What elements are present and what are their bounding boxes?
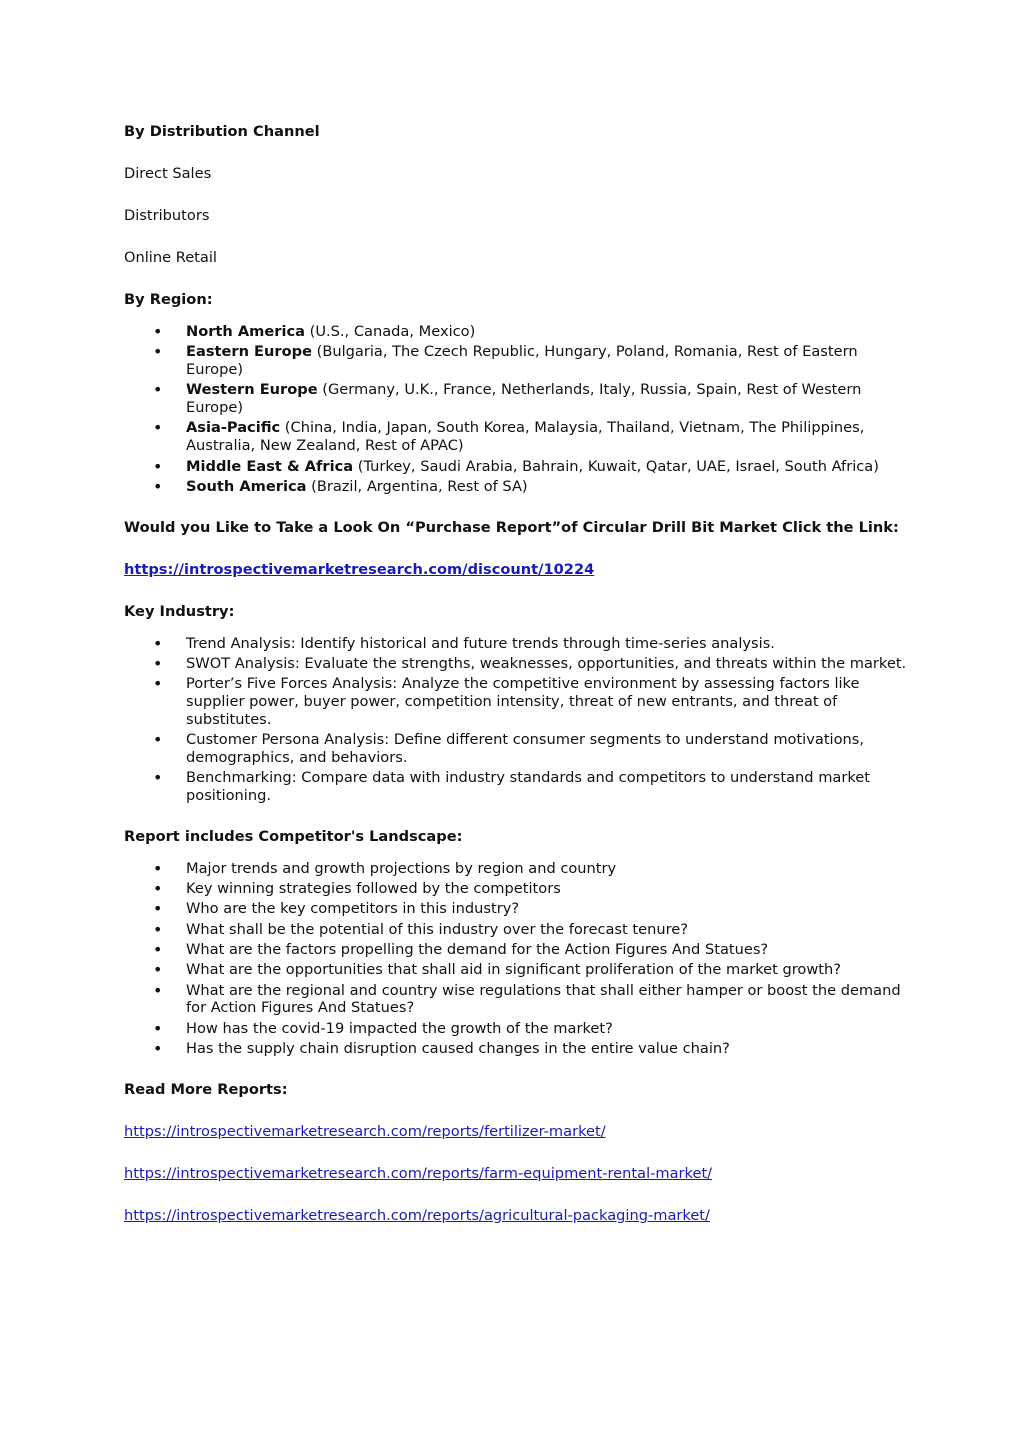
list-item-text: What shall be the potential of this industry over the forecast tenure? bbox=[186, 920, 688, 938]
list-item-text: Has the supply chain disruption caused changes in the entire value chain? bbox=[186, 1040, 730, 1058]
key-industry-heading: Key Industry: bbox=[124, 602, 235, 620]
list-item-text: Who are the key competitors in this industry? bbox=[186, 900, 520, 918]
list-item-text: What are the opportunities that shall aid in significant proliferation of the market growth? bbox=[186, 961, 842, 979]
list-item-text: Trend Analysis: Identify historical and future trends through time-series analysis. bbox=[186, 634, 775, 652]
list-item-text: Porter’s Five Forces Analysis: Analyze the competitive environment by assessing factors like supplier power, buyer power, competition intensity, threat of new entrants, and threat of substitutes. bbox=[186, 675, 860, 728]
purchase-prompt: Would you Like to Take a Look On “Purchase Report”of Circular Drill Bit Market Click the Link: bbox=[124, 518, 899, 536]
list-item bbox=[124, 323, 914, 341]
region-detail: (Germany, U.K., France, Netherlands, Italy, Russia, Spain, Rest of Western Europe) bbox=[186, 381, 862, 417]
list-item bbox=[124, 731, 914, 767]
bullet-icon: • bbox=[153, 940, 163, 960]
report-link-fertilizer[interactable]: https://introspectivemarketresearch.com/reports/fertilizer-market/ bbox=[124, 1122, 606, 1140]
list-item bbox=[124, 343, 914, 379]
list-item bbox=[124, 941, 914, 959]
region-name: South America bbox=[186, 477, 307, 495]
list-item bbox=[124, 860, 914, 878]
list-item bbox=[124, 655, 914, 673]
region-detail: (Bulgaria, The Czech Republic, Hungary, Poland, Romania, Rest of Eastern Europe) bbox=[186, 343, 858, 379]
region-list bbox=[124, 310, 914, 496]
bullet-icon: • bbox=[153, 633, 163, 653]
list-item bbox=[124, 961, 914, 979]
list-item bbox=[124, 982, 914, 1018]
key-industry-list bbox=[124, 622, 914, 805]
list-item bbox=[124, 880, 914, 898]
bullet-icon: • bbox=[153, 768, 163, 788]
list-item bbox=[124, 419, 914, 455]
bullet-icon: • bbox=[153, 899, 163, 919]
list-item bbox=[124, 921, 914, 939]
bullet-icon: • bbox=[153, 476, 163, 496]
bullet-icon: • bbox=[153, 674, 163, 694]
distribution-item: Distributors bbox=[124, 207, 210, 224]
document-page bbox=[124, 122, 914, 1248]
purchase-link-row bbox=[124, 560, 914, 580]
read-more-row bbox=[124, 1164, 914, 1184]
region-name: Middle East & Africa bbox=[186, 457, 354, 475]
list-item bbox=[124, 381, 914, 417]
distribution-heading: By Distribution Channel bbox=[124, 123, 320, 140]
list-item-text: Major trends and growth projections by region and country bbox=[186, 859, 617, 877]
distribution-item: Online Retail bbox=[124, 249, 217, 266]
list-item bbox=[124, 1040, 914, 1058]
bullet-icon: • bbox=[153, 1039, 163, 1059]
list-item bbox=[124, 900, 914, 918]
list-item-text: What are the regional and country wise regulations that shall either hamper or boost the demand for Action Figures And Statues? bbox=[186, 981, 901, 1017]
list-item-text: How has the covid-19 impacted the growth of the market? bbox=[186, 1019, 613, 1037]
region-name: Asia-Pacific bbox=[186, 419, 281, 437]
list-item bbox=[124, 675, 914, 728]
region-detail: (Turkey, Saudi Arabia, Bahrain, Kuwait, Qatar, UAE, Israel, South Africa) bbox=[353, 457, 879, 475]
list-item-text: Benchmarking: Compare data with industry standards and competitors to understand market positioning. bbox=[186, 769, 871, 805]
competitors-list bbox=[124, 847, 914, 1058]
region-heading: By Region: bbox=[124, 291, 213, 308]
read-more-row bbox=[124, 1122, 914, 1142]
region-detail: (China, India, Japan, South Korea, Malaysia, Thailand, Vietnam, The Philippines, Australia, New Zealand, Rest of APAC) bbox=[186, 419, 865, 455]
region-name: North America bbox=[186, 323, 305, 340]
report-link-agricultural-packaging[interactable]: https://introspectivemarketresearch.com/reports/agricultural-packaging-market/ bbox=[124, 1206, 710, 1224]
bullet-icon: • bbox=[153, 380, 163, 400]
region-name: Eastern Europe bbox=[186, 343, 312, 361]
list-item bbox=[124, 769, 914, 805]
list-item bbox=[124, 635, 914, 653]
bullet-icon: • bbox=[153, 919, 163, 939]
list-item-text: Customer Persona Analysis: Define different consumer segments to understand motivations, demographics, and behaviors. bbox=[186, 731, 865, 766]
bullet-icon: • bbox=[153, 960, 163, 980]
bullet-icon: • bbox=[153, 418, 163, 438]
read-more-row bbox=[124, 1206, 914, 1226]
bullet-icon: • bbox=[153, 1018, 163, 1038]
distribution-item: Direct Sales bbox=[124, 165, 212, 182]
bullet-icon: • bbox=[153, 980, 163, 1000]
bullet-icon: • bbox=[153, 879, 163, 899]
competitors-heading: Report includes Competitor's Landscape: bbox=[124, 827, 463, 845]
bullet-icon: • bbox=[153, 342, 163, 362]
list-item-text: Key winning strategies followed by the competitors bbox=[186, 880, 561, 898]
list-item-text: SWOT Analysis: Evaluate the strengths, weaknesses, opportunities, and threats within the market. bbox=[186, 654, 907, 672]
region-detail: (U.S., Canada, Mexico) bbox=[304, 323, 476, 340]
region-name: Western Europe bbox=[186, 381, 318, 399]
list-item bbox=[124, 458, 914, 476]
bullet-icon: • bbox=[153, 456, 163, 476]
purchase-report-link[interactable]: https://introspectivemarketresearch.com/discount/10224 bbox=[124, 560, 595, 578]
list-item-text: What are the factors propelling the demand for the Action Figures And Statues? bbox=[186, 941, 769, 959]
region-detail: (Brazil, Argentina, Rest of SA) bbox=[306, 477, 528, 495]
bullet-icon: • bbox=[153, 653, 163, 673]
list-item bbox=[124, 1020, 914, 1038]
bullet-icon: • bbox=[153, 730, 163, 750]
report-link-farm-equipment-rental[interactable]: https://introspectivemarketresearch.com/reports/farm-equipment-rental-market/ bbox=[124, 1164, 713, 1182]
bullet-icon: • bbox=[153, 322, 163, 341]
bullet-icon: • bbox=[153, 858, 163, 878]
read-more-heading: Read More Reports: bbox=[124, 1080, 288, 1098]
list-item bbox=[124, 478, 914, 496]
